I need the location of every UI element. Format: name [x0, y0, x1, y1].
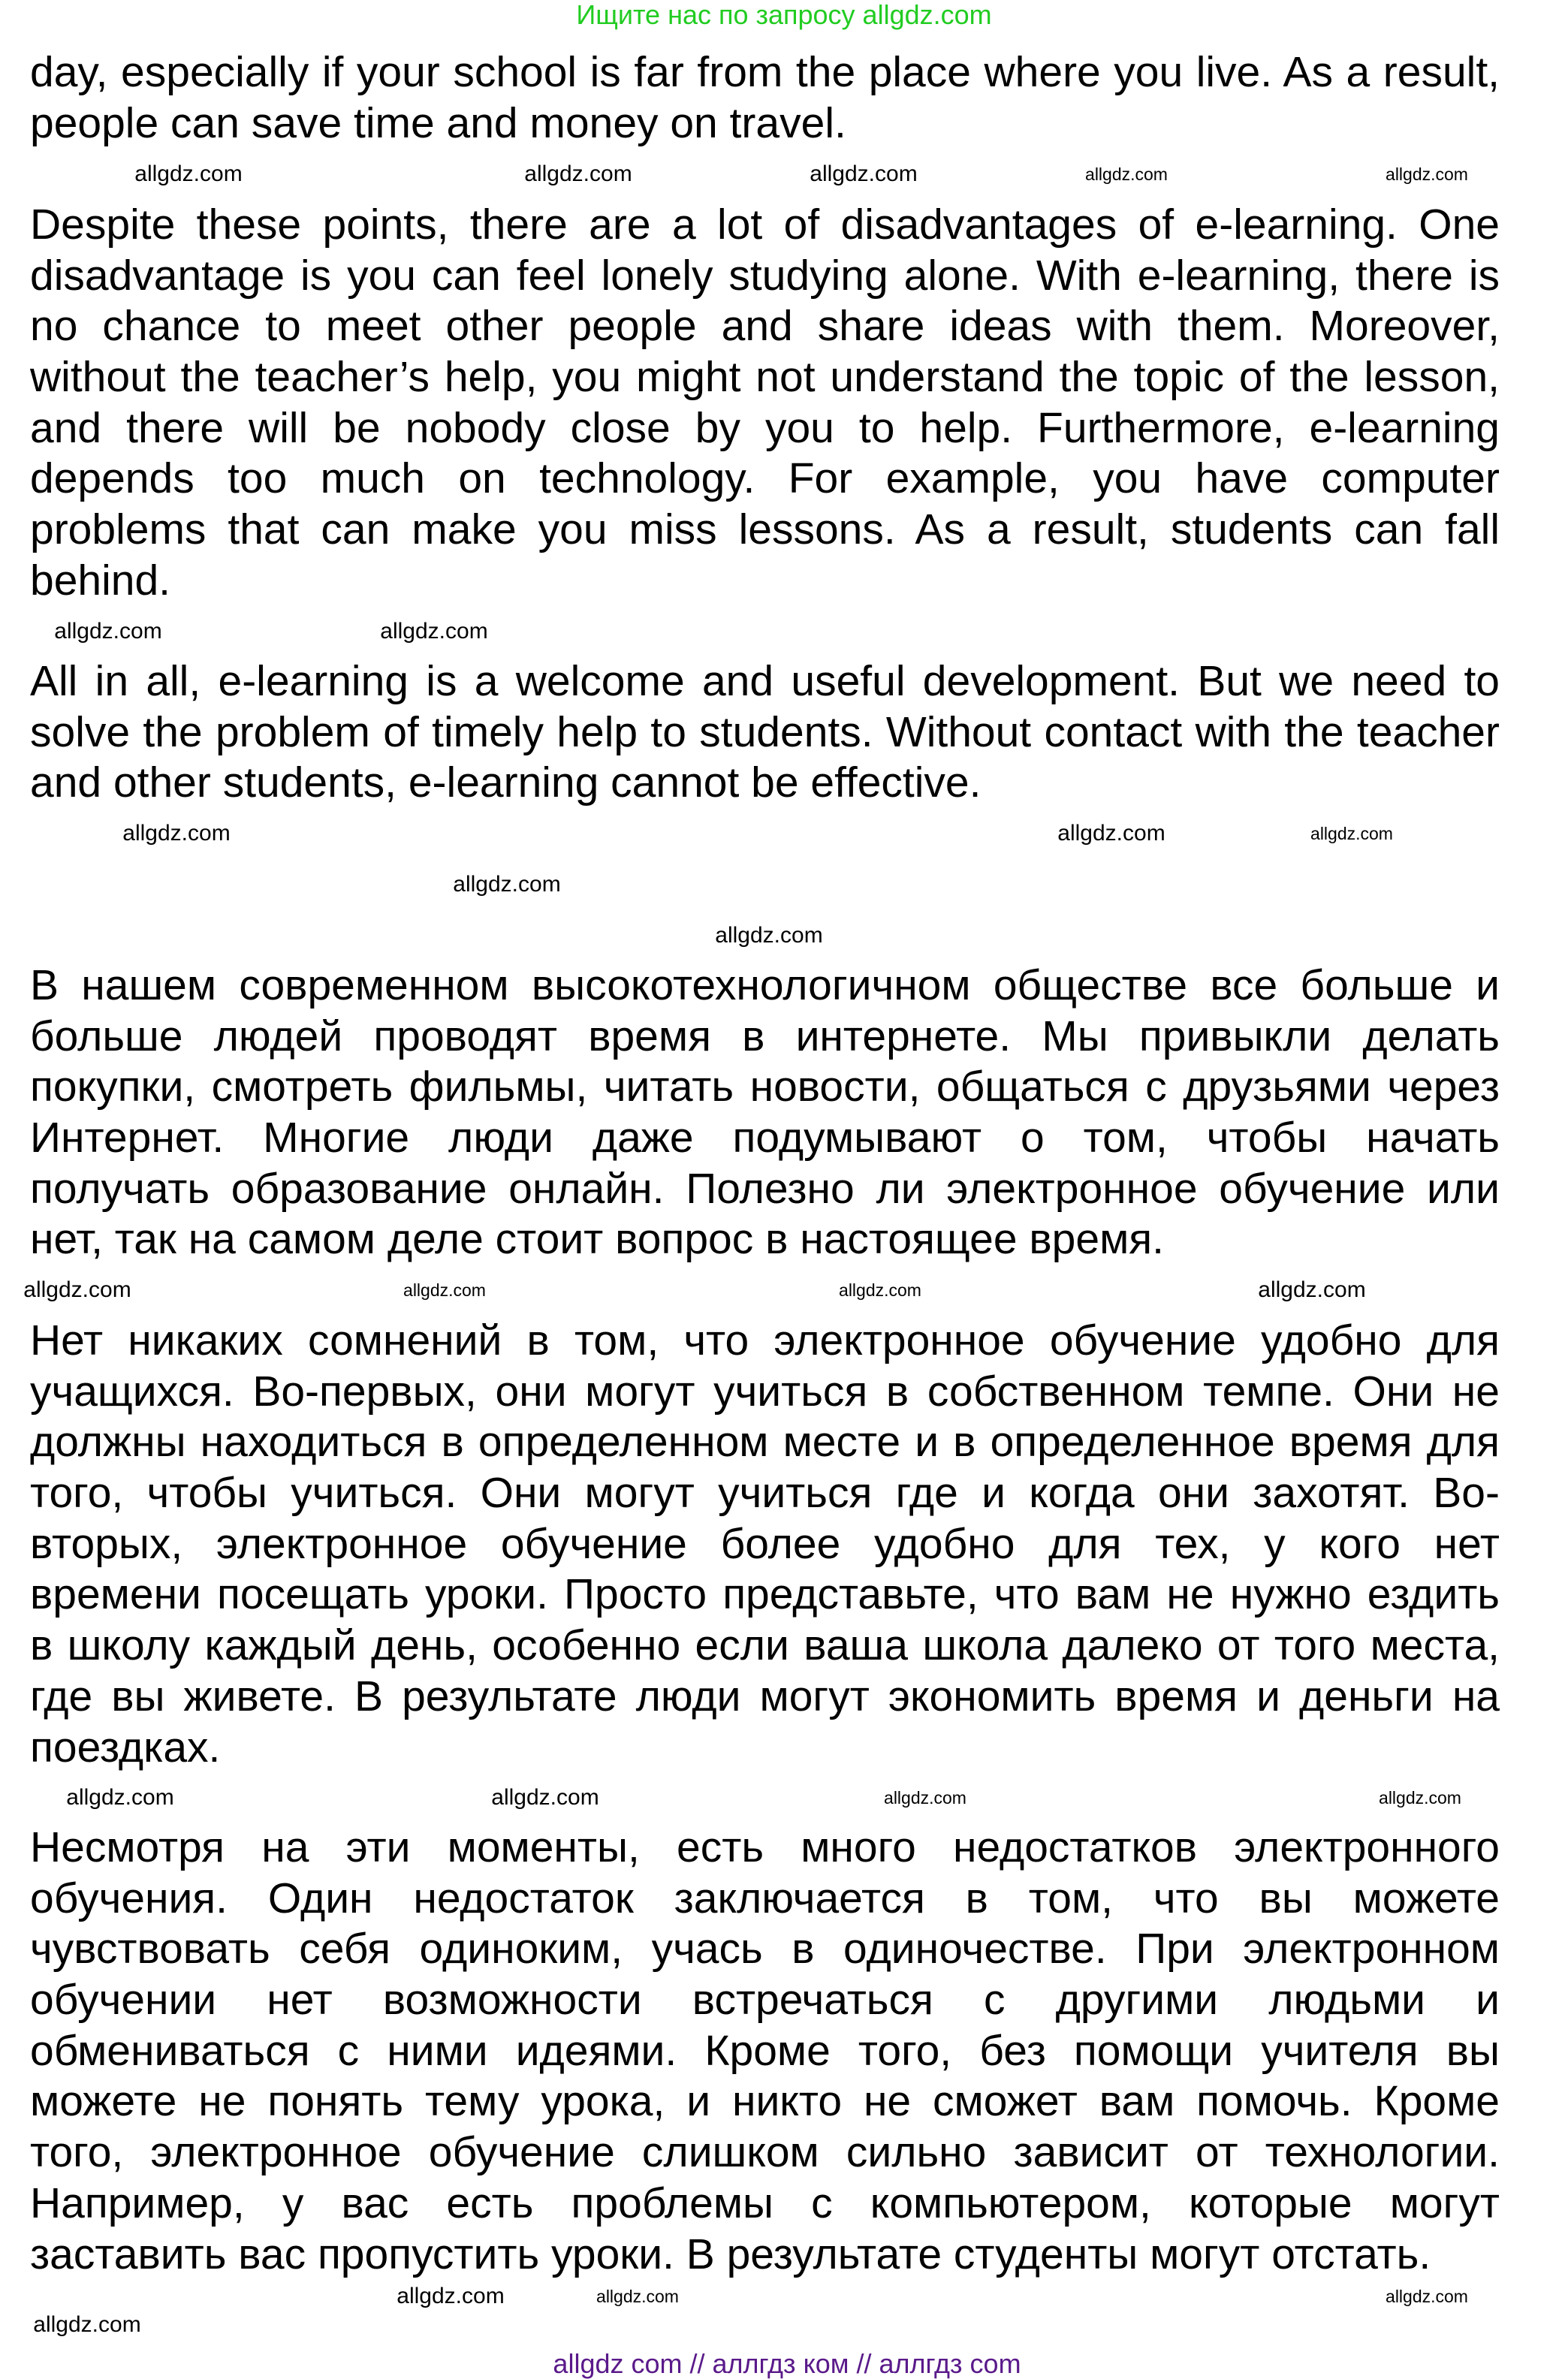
watermark-text: allgdz.com: [54, 619, 162, 644]
text-line: обучения. Один недостаток заключается в том, что вы можете: [30, 1874, 1500, 1922]
text-line: solve the problem of timely help to students. Without contact with the teacher: [30, 707, 1500, 756]
watermark-text: allgdz.com: [23, 1277, 131, 1302]
text-line: disadvantage is you can feel lonely studying alone. With e-learning, there is: [30, 251, 1500, 300]
text-line: and there will be nobody close by you to help. Furthermore, e-learning: [30, 403, 1500, 452]
watermark-text: allgdz.com: [122, 821, 231, 846]
text-line: day, especially if your school is far from the place where you live. As a result,: [30, 48, 1500, 96]
text-line: учащихся. Во-первых, они могут учиться в собственном темпе. Они не: [30, 1367, 1500, 1416]
watermark-text: allgdz.com: [380, 619, 488, 644]
text-line: нет, так на самом деле стоит вопрос в настоящее время.: [30, 1215, 1164, 1264]
watermark-text: allgdz.com: [134, 161, 243, 186]
watermark-text: allgdz.com: [1386, 2287, 1468, 2306]
text-line: получать образование онлайн. Полезно ли электронное обучение или: [30, 1164, 1500, 1213]
paragraph: [30, 200, 1500, 607]
text-line: поездках.: [30, 1723, 221, 1771]
search-banner: Ищите нас по запросу allgdz.com: [576, 0, 992, 30]
text-line: Despite these points, there are a lot of disadvantages of e-learning. One: [30, 201, 1500, 249]
watermark-text: allgdz.com: [1258, 1277, 1366, 1302]
text-line: В нашем современном высокотехнологичном обществе все больше и: [30, 961, 1500, 1009]
watermark-text: allgdz.com: [491, 1785, 599, 1810]
text-line: можете не понять тему урока, и никто не сможет вам помочь. Кроме: [30, 2077, 1500, 2126]
text-line: того, электронное обучение слишком сильно зависит от технологии.: [30, 2128, 1500, 2177]
text-line: problems that can make you miss lessons. As a result, students can fall: [30, 505, 1500, 554]
text-line: people can save time and money on travel.: [30, 98, 846, 147]
text-line: должны находиться в определенном месте и в определенное время для: [30, 1418, 1500, 1467]
text-line: All in all, e-learning is a welcome and useful development. But we need to: [30, 657, 1500, 705]
watermark-text: allgdz.com: [1057, 821, 1165, 846]
text-line: обучении нет возможности встречаться с другими людьми и: [30, 1976, 1500, 2025]
paragraph: [30, 1823, 1500, 2280]
footer-watermark: allgdz com // аллгдз ком // аллгдз com: [553, 2348, 1021, 2379]
watermark-text: allgdz.com: [715, 923, 823, 948]
text-line: no chance to meet other people and share ideas with them. Moreover,: [30, 302, 1500, 351]
text-line: заставить вас пропустить уроки. В результате студенты могут отстать.: [30, 2230, 1431, 2278]
watermark-text: allgdz.com: [453, 872, 561, 897]
text-line: обмениваться с ними идеями. Кроме того, без помощи учителя вы: [30, 2026, 1500, 2075]
text-line: покупки, смотреть фильмы, читать новости, общаться с друзьями через: [30, 1063, 1500, 1111]
text-line: without the teacher’s help, you might not understand the topic of the lesson,: [30, 353, 1500, 402]
paragraph: [30, 960, 1500, 1265]
watermark-text: allgdz.com: [1085, 164, 1168, 184]
watermark-text: allgdz.com: [810, 161, 918, 186]
watermark-text: allgdz.com: [397, 2284, 505, 2308]
text-line: чувствовать себя одиноким, учась в одиночестве. При электронном: [30, 1925, 1500, 1973]
text-line: вторых, электронное обучение более удобно для тех, у кого нет: [30, 1519, 1500, 1568]
watermark-text: allgdz.com: [1386, 164, 1468, 184]
watermark-text: allgdz.com: [884, 1788, 966, 1808]
text-line: Например, у вас есть проблемы с компьютером, которые могут: [30, 2178, 1500, 2227]
text-line: Несмотря на эти моменты, есть много недостатков электронного: [30, 1823, 1500, 1871]
text-line: в школу каждый день, особенно если ваша школа далеко от того места,: [30, 1621, 1500, 1670]
watermark-text: allgdz.com: [33, 2312, 141, 2337]
text-line: and other students, e-learning cannot be effective.: [30, 758, 982, 807]
text-line: больше людей проводят время в интернете. Мы привыкли делать: [30, 1012, 1500, 1060]
text-line: depends too much on technology. For example, you have computer: [30, 454, 1500, 503]
paragraph: [30, 47, 1500, 149]
watermark-text: allgdz.com: [524, 161, 632, 186]
text-line: Нет никаких сомнений в том, что электронное обучение удобно для: [30, 1316, 1500, 1364]
watermark-text: allgdz.com: [1310, 824, 1393, 843]
watermark-text: allgdz.com: [66, 1785, 174, 1810]
watermark-text: allgdz.com: [1379, 1788, 1461, 1808]
text-line: где вы живете. В результате люди могут экономить время и деньги на: [30, 1672, 1500, 1720]
text-line: behind.: [30, 556, 171, 605]
paragraph: [30, 1316, 1500, 1773]
text-line: времени посещать уроки. Просто представьте, что вам не нужно ездить: [30, 1570, 1500, 1619]
text-line: того, чтобы учиться. Они могут учиться где и когда они захотят. Во-: [30, 1469, 1500, 1518]
watermark-text: allgdz.com: [403, 1280, 486, 1300]
text-line: Интернет. Многие люди даже подумывают о том, чтобы начать: [30, 1114, 1500, 1162]
paragraph: [30, 656, 1500, 809]
watermark-text: allgdz.com: [839, 1280, 921, 1300]
watermark-text: allgdz.com: [596, 2287, 679, 2306]
